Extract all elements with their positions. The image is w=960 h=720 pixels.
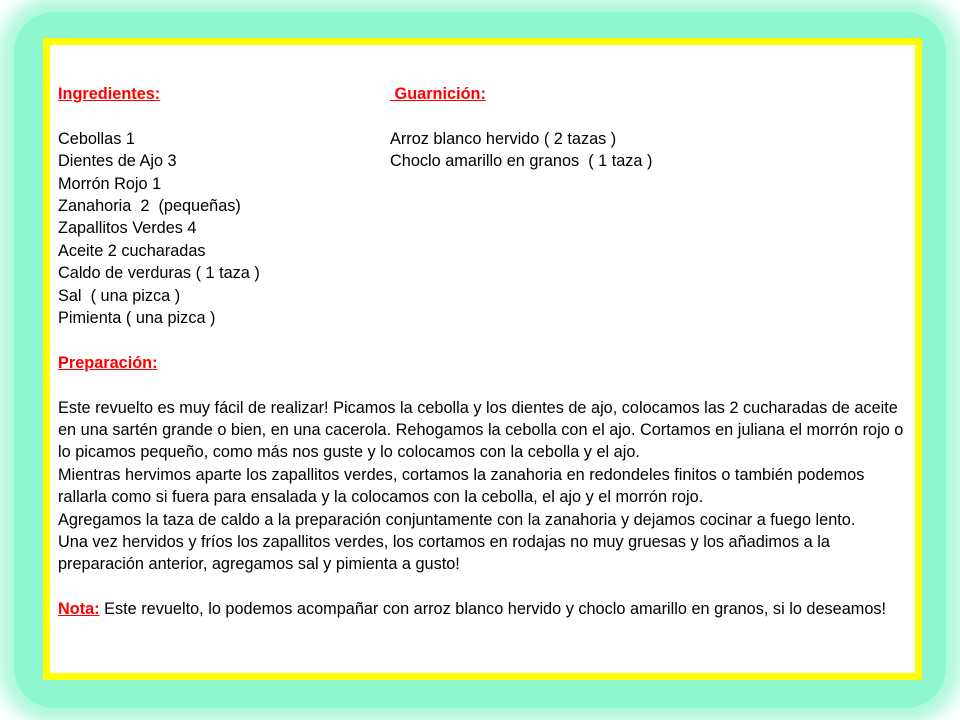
ingredient-item: Zanahoria 2 (pequeñas) <box>58 197 241 216</box>
ingredient-item: Caldo de verduras ( 1 taza ) <box>58 264 260 283</box>
ingredient-item: Aceite 2 cucharadas <box>58 241 206 260</box>
preparacion-heading: Preparación: <box>58 353 158 372</box>
preparacion-paragraph: Una vez hervidos y fríos los zapallitos verdes, los cortamos en rodajas no muy gruesas y los añadimos a la preparación anterior, agregamos sal y pimienta a gusto! <box>58 533 830 574</box>
ingredientes-column <box>58 83 390 105</box>
guarnicion-column <box>390 83 909 105</box>
lists-row <box>58 128 909 330</box>
ingredientes-heading: Ingredientes: <box>58 85 161 103</box>
ingredientes-list <box>58 128 390 330</box>
header-row <box>58 83 909 105</box>
preparacion-paragraph: Agregamos la taza de caldo a la preparación conjuntamente con la zanahoria y dejamos cocinar a fuego lento. <box>58 510 856 529</box>
preparacion-paragraph: Mientras hervimos aparte los zapallitos verdes, cortamos la zanahoria en redondeles finitos o también podemos rallarla como si fuera para ensalada y la colocamos con la cebolla, el ajo y el morrón rojo. <box>58 465 865 507</box>
ingredient-item: Sal ( una pizca ) <box>58 286 181 305</box>
nota-text: Este revuelto, lo podemos acompañar con arroz blanco hervido y choclo amarillo en granos, si lo deseamos! <box>99 600 887 619</box>
guarnicion-list <box>390 128 909 330</box>
ingredient-item: Pimienta ( una pizca ) <box>58 309 216 328</box>
ingredient-item: Zapallitos Verdes 4 <box>58 219 197 238</box>
nota-paragraph <box>58 598 909 620</box>
guarnicion-heading: Guarnición: <box>390 85 486 103</box>
guarnicion-item: Arroz blanco hervido ( 2 tazas ) <box>390 129 617 148</box>
recipe-content <box>58 83 909 621</box>
preparacion-paragraph: Este revuelto es muy fácil de realizar! Picamos la cebolla y los dientes de ajo, colocamos las 2 cucharadas de aceite en una sartén grande o bien, en una cacerola. Rehogamos la cebolla con el ajo. Cortamos en juliana el morrón rojo o lo picamos pequeño, como más nos guste y lo colocamos con la cebolla y el ajo. <box>58 398 904 462</box>
ingredient-item: Cebollas 1 <box>58 129 135 148</box>
recipe-slide <box>43 38 922 680</box>
ingredient-item: Morrón Rojo 1 <box>58 174 162 193</box>
nota-label: Nota: <box>58 600 100 619</box>
guarnicion-item: Choclo amarillo en granos ( 1 taza ) <box>390 152 653 171</box>
ingredient-item: Dientes de Ajo 3 <box>58 152 177 171</box>
